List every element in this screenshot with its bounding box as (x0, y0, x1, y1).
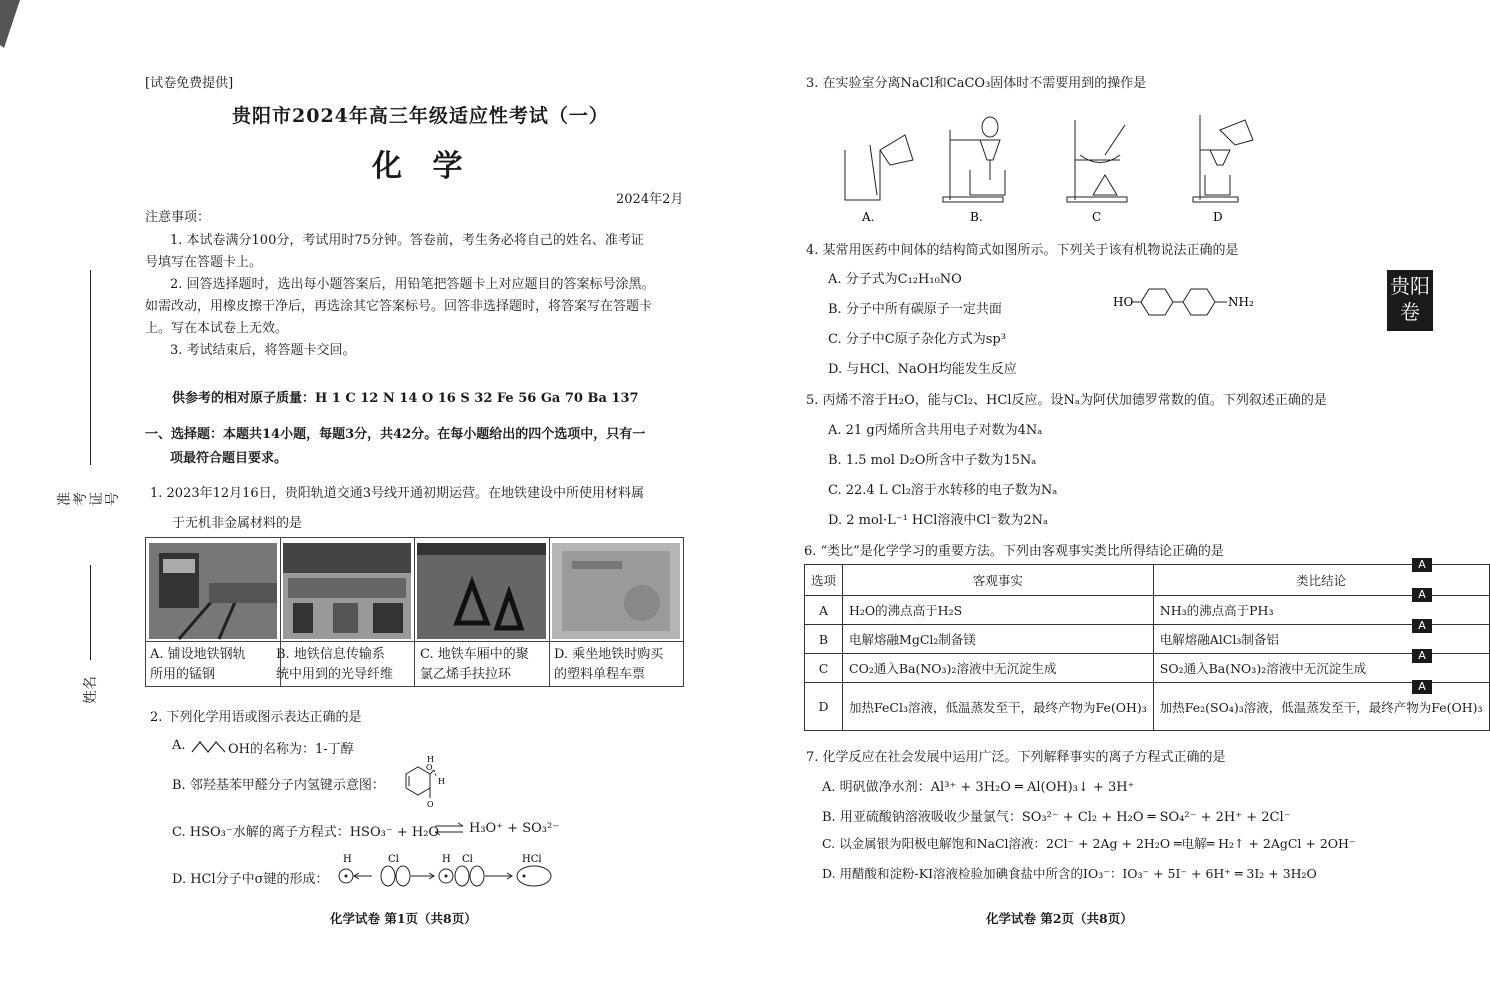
free-tag: [试卷免费提供] (145, 76, 234, 91)
q5-stem: 5. 丙烯不溶于H₂O，能与Cl₂、HCl反应。设Nₐ为阿伏加德罗常数的值。下列叙述正确的是 (806, 393, 1327, 408)
q6-cell: C (805, 654, 843, 683)
name-label: 姓名 (83, 676, 99, 704)
svg-text:NH₂: NH₂ (1228, 295, 1254, 309)
section-heading: 一、选择题：本题共14小题，每题3分，共42分。在每小题给出的四个选项中，只有一 (145, 427, 646, 442)
q6-cell: SO₂通入Ba(NO₃)₂溶液中无沉淀生成 (1153, 654, 1489, 683)
svg-text:D: D (1213, 210, 1223, 224)
footer-left: 化学试卷 第1页（共8页） (330, 911, 477, 926)
q6-header: 选项 (805, 565, 843, 596)
svg-text:O: O (426, 763, 433, 772)
equilibrium-arrows (433, 822, 465, 836)
q2-option-a-prefix: A. (172, 738, 186, 753)
q6-cell: B (805, 625, 843, 654)
q6-cell: H₂O的沸点高于H₂S (843, 596, 1154, 625)
svg-text:Cl: Cl (388, 854, 399, 865)
sigma-bond-formation (334, 852, 556, 892)
biphenyl-structure (1113, 285, 1273, 319)
q5-option-d: D. 2 mol·L⁻¹ HCl溶液中Cl⁻数为2Nₐ (828, 513, 1048, 528)
q1-option-b: B. 地铁信息传输系 统中用到的光导纤维 (276, 647, 394, 682)
q6-cell: 电解熔融MgCl₂制备镁 (843, 625, 1154, 654)
q1-stem: 于无机非金属材料的是 (172, 516, 303, 531)
q1-option-c: C. 地铁车厢中的聚 氯乙烯手扶拉环 (420, 647, 529, 682)
q6-cell: A (805, 596, 843, 625)
zigzag-chain (191, 740, 227, 754)
notes-line: 号填写在答题卡上。 (145, 255, 263, 270)
q7-option-a: A. 明矾做净水剂：Al³⁺ + 3H₂O ═ Al(OH)₃↓ + 3H⁺ (822, 780, 1135, 795)
steel-rail-photo (149, 543, 277, 639)
q4-stem: 4. 某常用医药中间体的结构简式如图所示。下列关于该有机物说法正确的是 (806, 243, 1239, 258)
a-mark: A (1412, 588, 1432, 602)
ticket-photo (552, 543, 680, 639)
q3-apparatus (835, 105, 1235, 223)
handrail-ring-photo (417, 543, 546, 639)
q6-cell: 加热Fe₂(SO₄)₃溶液，低温蒸发至干，最终产物为Fe(OH)₃ (1153, 683, 1489, 731)
q7-stem: 7. 化学反应在社会发展中运用广泛。下列解释事实的离子方程式正确的是 (806, 750, 1226, 765)
q2-option-c-right: H₃O⁺ + SO₃²⁻ (469, 821, 560, 836)
q6-cell: 电解熔融AlCl₃制备铝 (1153, 625, 1489, 654)
notes-line: 1. 本试卷满分100分，考试用时75分钟。答卷前，考生务必将自己的姓名、准考证 (170, 233, 644, 248)
binding-line (90, 565, 91, 660)
q6-stem: 6. “类比”是化学学习的重要方法。下列由客观事实类比所得结论正确的是 (804, 544, 1224, 559)
svg-text:A.: A. (862, 210, 875, 224)
q3-stem: 3. 在实验室分离NaCl和CaCO₃固体时不需要用到的操作是 (806, 76, 1147, 91)
optical-fiber-photo (283, 543, 411, 639)
apparatus-a-dissolve (845, 135, 913, 200)
svg-text:H: H (442, 854, 451, 865)
q6-header: 客观事实 (843, 565, 1154, 596)
hydrogen-bond-structure (394, 754, 446, 810)
section-heading: 项最符合题目要求。 (170, 451, 288, 466)
q6-table (804, 564, 1490, 731)
atomic-masses: 供参考的相对原子质量：H 1 C 12 N 14 O 16 S 32 Fe 56 Ga 70 Ba 137 (172, 391, 639, 406)
notes-line: 上。写在本试卷上无效。 (145, 321, 289, 336)
a-mark: A (1412, 649, 1432, 663)
svg-text:B.: B. (970, 210, 983, 224)
q7-option-c: C. 以金属银为阳极电解饱和NaCl溶液：2Cl⁻ + 2Ag + 2H₂O ═电解═ H₂↑ + 2AgCl + 2OH⁻ (822, 836, 1356, 851)
q6-cell: D (805, 683, 843, 731)
q5-option-c: C. 22.4 L Cl₂溶于水转移的电子数为Nₐ (828, 483, 1058, 498)
svg-text:O: O (427, 800, 434, 809)
svg-text:HCl: HCl (522, 854, 542, 865)
a-mark: A (1412, 619, 1432, 633)
q2-option-d: D. HCl分子中σ键的形成： (172, 872, 329, 887)
subject-title: 化 学 (372, 149, 473, 184)
q4-option-a: A. 分子式为C₁₂H₁₀NO (828, 272, 962, 287)
svg-text:C: C (1092, 210, 1102, 224)
q2-option-b: B. 邻羟基苯甲醛分子内氢键示意图： (172, 778, 385, 793)
footer-right: 化学试卷 第2页（共8页） (986, 911, 1133, 926)
q6-cell: 加热FeCl₃溶液，低温蒸发至干，最终产物为Fe(OH)₃ (843, 683, 1154, 731)
notes-line: 如需改动，用橡皮擦干净后，再选涂其它答案标号。回答非选择题时，将答案写在答题卡 (145, 299, 653, 314)
q2-stem: 2. 下列化学用语或图示表达正确的是 (150, 710, 362, 725)
q7-option-b: B. 用亚硫酸钠溶液吸收少量氯气：SO₃²⁻ + Cl₂ + H₂O ═ SO₄²⁻ + 2H⁺ + 2Cl⁻ (822, 810, 1291, 825)
corner-mark (0, 0, 22, 50)
q5-option-a: A. 21 g丙烯所含共用电子对数为4Nₐ (828, 423, 1043, 438)
q1-option-d: D. 乘坐地铁时购买 的塑料单程车票 (554, 647, 664, 682)
q2-option-c: C. HSO₃⁻水解的离子方程式：HSO₃⁻ + H₂O (172, 825, 440, 840)
apparatus-b-filter (943, 117, 1005, 202)
a-mark: A (1412, 680, 1432, 694)
q7-option-d: D. 用醋酸和淀粉-KI溶液检验加碘食盐中所含的IO₃⁻：IO₃⁻ + 5I⁻ + 6H⁺ ═ 3I₂ + 3H₂O (822, 866, 1317, 881)
notes-line: 3. 考试结束后，将答题卡交回。 (170, 343, 356, 358)
q1-stem: 1. 2023年12月16日，贵阳轨道交通3号线开通初期运营。在地铁建设中所使用材料属 (150, 486, 644, 501)
binding-line (90, 270, 91, 465)
notes-line: 2. 回答选择题时，选出每小题答案后，用铅笔把答题卡上对应题目的答案标号涂黑。 (170, 277, 655, 292)
apparatus-c-evaporate (1067, 120, 1127, 202)
notes-heading: 注意事项： (145, 210, 211, 225)
apparatus-d-pour (1193, 115, 1253, 202)
q4-option-d: D. 与HCl、NaOH均能发生反应 (828, 362, 1017, 377)
q6-header: 类比结论 (1153, 565, 1489, 596)
q5-option-b: B. 1.5 mol D₂O所含中子数为15Nₐ (828, 453, 1037, 468)
q4-option-b: B. 分子中所有碳原子一定共面 (828, 302, 1002, 317)
region-tab: 贵阳 卷 (1387, 270, 1433, 331)
svg-text:H: H (427, 755, 434, 764)
q1-option-a: A. 铺设地铁钢轨 所用的锰钢 (150, 647, 246, 682)
exam-id-label: 准考证号 (57, 492, 121, 506)
a-mark: A (1412, 558, 1432, 572)
q4-option-c: C. 分子中C原子杂化方式为sp³ (828, 332, 1006, 347)
q1-options-box (145, 537, 684, 687)
q6-cell: NH₃的沸点高于PH₃ (1153, 596, 1489, 625)
q2-option-a: OH的名称为：1-丁醇 (228, 742, 354, 757)
exam-title: 贵阳市2024年高三年级适应性考试（一） (232, 105, 609, 127)
svg-text:H: H (438, 777, 445, 786)
svg-text:Cl: Cl (462, 854, 473, 865)
exam-date: 2024年2月 (616, 192, 684, 207)
svg-text:H: H (343, 854, 352, 865)
svg-text:HO: HO (1113, 295, 1134, 309)
q6-cell: CO₂通入Ba(NO₃)₂溶液中无沉淀生成 (843, 654, 1154, 683)
